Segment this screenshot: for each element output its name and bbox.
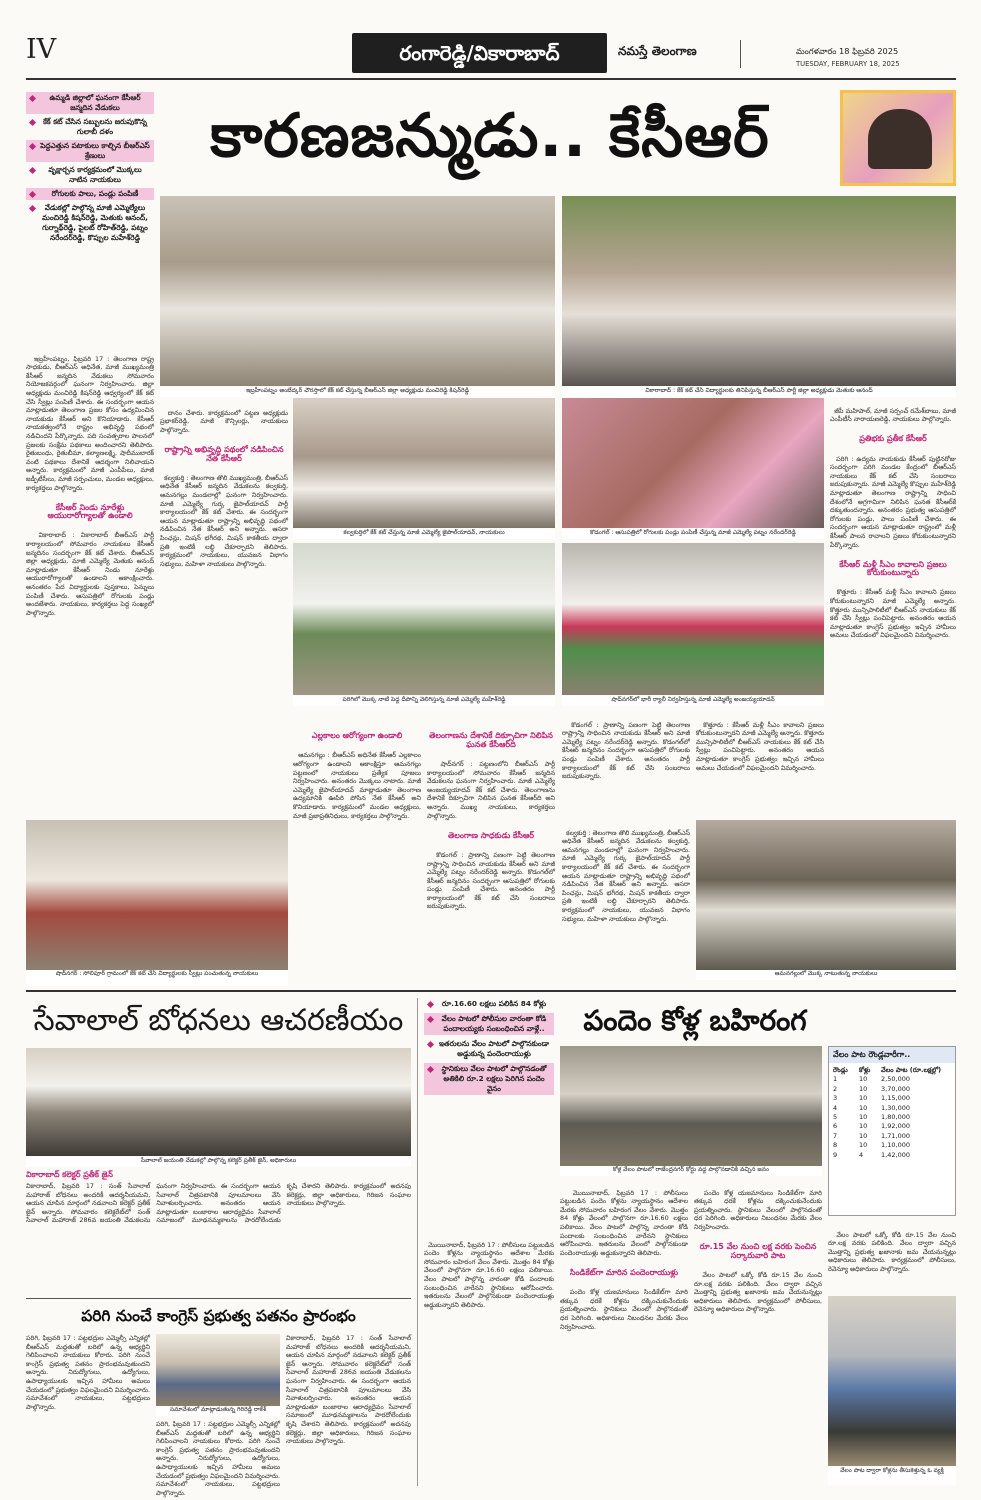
body-text: కల్వకుర్తి : తెలంగాణ తొలి ముఖ్యమంత్రి, బీఆర్ఎస్ అధినేత కేసీఆర్ జన్మదిన వేడుకలను కల్వకుర్తి, ఆమనగల్లు మండలాల్లో ఘనంగా నిర్వహించారు. మాజీ ఎమ్మెల్యే గుర్క జైపాల్‌యాదవ్ పార్టీ కార్యాలయంలో కేక్ కట్ చేశారు. ఈ సందర్భంగా ఆయన మాట్లాడుతూ రాష్ట్రాన్ని అభివృద్ధి పథంలో నడిపించిన నేత కేసీఆర్ అని అన్నారు. ఆసరా పింఛన్లు, మిషన్ భగీరథ, మిషన్ కాకతీయ ద్వారా ప్రతి ఇంటికీ లబ్ధి చేకూర్చారని తెలిపారు. కార్యక్రమంలో నాయకులు, యువజన విభాగం సభ్యులు, మహిళా నాయకులు పాల్గొన్నారు. [160,473,291,568]
photo-caption: సమావేశంలో మాట్లాడుతున్న గిరిరెడ్డి రాకేశ్ [156,1406,280,1416]
main-body-col9 [562,820,693,980]
table-cell: 10 [859,1103,868,1112]
masthead-divider [740,40,741,68]
photo-caption: వేలం పాట ద్వారా కోళ్లను తీసుకెళ్తున్న ఓ వ్యక్తి [828,1467,956,1485]
pandem-body-col3 [694,1180,825,1486]
table-cell: 8 [833,1141,838,1150]
table-row [829,1085,955,1094]
subheading: తెలంగాణ సాధకుడు కేసీఆర్ [448,830,534,840]
story-photo [293,543,555,695]
parigi-body-3: వికారాబాద్, ఫిబ్రవరి 17 : సంత్ సేవాలాల్ మహారాజ్ బోధనలు అందరికీ ఆదర్శనీయమని, ఆయన చూపిన మార్గంలో నడవాలని కలెక్టర్ ప్రతీక్ జైన్ అన్నారు. సోమవారం కలెక్టరేట్‌లో సంత్ సేవాలాల్ మహారాజ్ 286వ జయంతి వేడుకలను ఘనంగా నిర్వహించారు. ఈ సందర్భంగా ఆయన సేవాలాల్ చిత్రపటానికి పూలమాలలు వేసి నివాళులర్పించారు. అనంతరం ఆయన మాట్లాడుతూ బంజారాల ఆరాధ్యదైవం సేవాలాల్ సమాజంలో మూఢనమ్మకాలను పారదోలేందుకు కృషి చేశారని తెలిపారు. కార్యక్రమంలో అదనపు కలెక్టర్లు, జిల్లా అధికారులు, గిరిజన సంఘాల నాయకులు పాల్గొన్నారు. [286,1334,414,1446]
highlight-item: స్థానికులు వేలం పాటలో పాల్గొనడంతో అతికిలి రూ.2 లక్షలు పెరిగిన పందెం వైనం [424,1063,554,1095]
story-photo [160,196,555,386]
table-cell: 3 [833,1094,838,1103]
section-rule [26,1298,411,1299]
pandem-headline: పందెం కోళ్ల బహిరంగ [583,1004,807,1037]
auction-table-box [828,1046,956,1216]
highlight-item: వేలం పాటలో పోలీసుల వారంతా కోడి పందాలయ్యకు సంబంధించిన వాళ్లే.. [424,1013,554,1035]
main-body-col8 [696,712,827,817]
body-text: కల్వకుర్తి : తెలంగాణ తొలి ముఖ్యమంత్రి, బీఆర్ఎస్ అధినేత కేసీఆర్ జన్మదిన వేడుకలను కల్వకుర్తి, ఆమనగల్లు మండలాల్లో ఘనంగా నిర్వహించారు. మాజీ ఎమ్మెల్యే గుర్క జైపాల్‌యాదవ్ పార్టీ కార్యాలయంలో కేక్ కట్ చేశారు. ఈ సందర్భంగా ఆయన మాట్లాడుతూ రాష్ట్రాన్ని అభివృద్ధి పథంలో నడిపించిన నేత కేసీఆర్ అని అన్నారు. ఆసరా పింఛన్లు, మిషన్ భగీరథ, మిషన్ కాకతీయ ద్వారా ప్రతి ఇంటికీ లబ్ధి చేకూర్చారని తెలిపారు. కార్యక్రమంలో నాయకులు, యువజన విభాగం సభ్యులు, మహిళా నాయకులు పాల్గొన్నారు. [562,828,693,923]
highlight-item: రోగులకు పాలు, పండ్లు పంపిణీ [26,188,154,200]
subheading: రాష్ట్రాన్ని అభివృద్ధి పథంలో నడిపించిన నేత కేసీఆర్ [164,444,287,463]
photo-caption: పరిగిలో మొక్క నాటి పెద్ద దీపాన్ని వెలిగిస్తున్న మాజీ ఎమ్మెల్యే మహేశ్‌రెడ్డి [293,696,555,706]
body-text: పరిగి : ఉద్యమ నాయకుడు కేసీఆర్ పుట్టినరోజు సందర్భంగా పరిగి మండల కేంద్రంలో బీఆర్ఎస్ నాయకులు కేక్ కట్ చేసి సంబరాలు జరుపుకున్నారు. మాజీ ఎమ్మెల్యే కొప్పుల మహేశ్‌రెడ్డి మాట్లాడుతూ తెలంగాణ రాష్ట్రాన్ని సాధించి దేశంలోనే అగ్రగామిగా నిలిపిన ఘనత కేసీఆర్‌కే దక్కుతుందన్నారు. అనంతరం ప్రభుత్వ ఆసుపత్రిలో రోగులకు పండ్లు, పాలు పంపిణీ చేశారు. ఈ సందర్భంగా ఆయన మాట్లాడుతూ రాష్ట్రంలో మళ్లీ కేసీఆర్ పాలన రావాలని ప్రజలు కోరుకుంటున్నారని పేర్కొన్నారు. [830,454,959,549]
story-photo [562,543,824,695]
subheading: కేసీఆర్ మళ్లీ సీఎం కావాలని ప్రజలు కోరుకుంటున్నారు [839,559,950,578]
main-headline: కారణజన్ముడు.. కేసీఆర్ [210,101,770,171]
table-cell: 10 [859,1094,868,1103]
sevalal-subheading: వికారాబాద్ కలెక్టర్ ప్రతీక్ జైన్ [26,1170,113,1179]
story-photo [562,398,824,528]
sevalal-body: వికారాబాద్, ఫిబ్రవరి 17 : సంత్ సేవాలాల్ మహారాజ్ బోధనలు అందరికీ ఆదర్శనీయమని, ఆయన చూపిన మార్గంలో నడవాలని కలెక్టర్ ప్రతీక్ జైన్ అన్నారు. సోమవారం కలెక్టరేట్‌లో సంత్ సేవాలాల్ మహారాజ్ 286వ జయంతి వేడుకలను ఘనంగా నిర్వహించారు. ఈ సందర్భంగా ఆయన సేవాలాల్ చిత్రపటానికి పూలమాలలు వేసి నివాళులర్పించారు. అనంతరం ఆయన మాట్లాడుతూ బంజారాల ఆరాధ్యదైవం సేవాలాల్ సమాజంలో మూఢనమ్మకాలను పారదోలేందుకు కృషి చేశారని తెలిపారు. కార్యక్రమంలో అదనపు కలెక్టర్లు, జిల్లా అధికారులు, గిరిజన సంఘాల నాయకులు పాల్గొన్నారు. [26,1182,414,1225]
pandem-highlights [424,998,554,1228]
body-text: దానం చేశారు. కార్యక్రమంలో పట్టణ అధ్యక్షుడు ప్రభాకర్‌రెడ్డి, మాజీ కౌన్సిలర్లు, నాయకులు పాల్గొన్నారు. [160,408,291,434]
story-photo [26,820,288,970]
table-cell: 1,10,000 [881,1141,910,1150]
body-text: మొయినాబాద్, ఫిబ్రవరి 17 : పోలీసులు పట్టుబడిన పందెం కోళ్లను న్యాయస్థానం ఆదేశాల మేరకు సోమవారం బహిరంగ వేలం వేశారు. మొత్తం 84 కోళ్లు వేలంలో పాల్గొనగా రూ.16.60 లక్షలు పలికాయి. వేలం పాటలో పాల్గొన్న వారంతా కోడి పందాలకు సంబంధించిన వారేనని స్థానికులు ఆరోపించారు. ఇతరులను వేలంలో పాల్గొనకుండా పందెంరాయుళ్లు అడ్డుకున్నారని తెలిపారు. [560,1188,691,1257]
highlights-box [26,92,154,342]
subheading: కేసీఆర్ నిండు నూరేళ్లు ఆయురారోగ్యాలతో ఉండాలి [47,502,133,521]
story-photo [562,196,956,386]
table-cell: 10 [859,1113,868,1122]
table-cell: 1,80,000 [881,1113,910,1122]
table-row [829,1141,955,1150]
subheading: రూ.15 వేల నుంచి లక్ష వరకు పెంచిన సర్కారువారి పాట [699,1242,820,1260]
table-row [829,1122,955,1131]
photo-caption: కోళ్ల వేలం పాటలో రాజేంద్రనగర్ కోర్టు వద్ద పాల్గొనడానికి వచ్చిన జనం [560,1166,822,1176]
body-text: జీపీ మహిపాల్, మాజీ సర్పంచ్ రమేశ్‌బాబు, మాజీ ఎంపీటీసీ నారాయణరెడ్డి, నాయకులు పాల్గొన్నారు. [830,406,959,424]
photo-caption: వికారాబాద్ : కేక్ కట్ చేసి విద్యార్థులకు తినిపిస్తున్న బీఆర్ఎస్ పార్టీ జిల్లా అధ్యక్షుడు మెతుకు ఆనంద్ [562,387,956,397]
photo-caption: ఆమనగల్లులో మొక్క నాటుతున్న నాయకులు [696,970,956,980]
table-cell: 7 [833,1131,838,1140]
pandem-side-photo [828,1296,956,1466]
highlight-item: ఇతరులను వేలం పాటలో పాల్గొనకుండా అడ్డుకున్న పందెంరాయుళ్లు [424,1038,554,1060]
table-cell: 10 [859,1131,868,1140]
photo-caption: షాద్‌నగర్ : సోలిపూర్ గ్రామంలో కేక్ కట్ చేసి విద్యార్థులకు స్వీట్లు పంచుతున్న నాయకులు [26,970,288,986]
table-cell: 1,42,000 [881,1150,910,1159]
sevalal-headline: సేవాలాల్ బోధనలు ఆచరణీయం [33,1003,404,1038]
subheading: ఎల్లకాలం ఆరోగ్యంగా ఉండాలి [311,731,403,741]
table-cell: 10 [859,1141,868,1150]
table-row [829,1113,955,1122]
main-body-col7 [562,712,693,817]
table-cell: 10 [859,1075,868,1084]
highlight-item: ఉమ్మడి జిల్లాలో ఘనంగా కేసీఆర్ జన్మదిన వేడుకలు [26,92,154,114]
main-body-col2 [160,400,291,690]
paper-name: నమస్తే తెలంగాణ [618,44,697,58]
photo-caption: సేవాలాల్ జయంతి వేడుకల్లో పాల్గొన్న కలెక్టర్ ప్రతీక్ జైన్, అధికారులు [26,1157,411,1167]
table-row [829,1094,955,1103]
story-photo [293,398,555,528]
body-text: వేలం పాటలో ఒక్కో కోడి రూ.15 వేల నుంచి రూ.లక్ష వరకు పలికింది. వేలం ద్వారా వచ్చిన మొత్తాన్ని ప్రభుత్వ ఖజానాకు జమ చేయనున్నట్లు అధికారులు తెలిపారు. కార్యక్రమంలో పోలీసులు, రెవెన్యూ అధికారులు పాల్గొన్నారు. [828,1230,959,1273]
photo-caption: ఇబ్రహీంపట్నం అంబేద్కర్ చౌరస్తాలో కేక్ కట్ చేస్తున్న బీఆర్ఎస్ జిల్లా అధ్యక్షుడు మంచిరెడ్డి కిషన్‌రెడ్డి [160,387,555,397]
table-cell: 10 [859,1084,868,1093]
pandem-photo [560,1046,822,1166]
subheading: ప్రతిభకు ప్రతీక కేసీఆర్ [859,434,927,444]
auction-table-body [829,1075,955,1160]
table-cell: 10 [859,1122,868,1131]
pandem-body-col1 [424,1232,557,1486]
date-english: TUESDAY, FEBRUARY 18, 2025 [796,60,900,68]
sevalal-photo [26,1048,411,1156]
kcr-portrait-photo [840,90,956,186]
subheading: తెలంగాణను దేశానికే దిక్సూచిగా నిలిపిన ఘనత కేసీఆర్‌ది [429,731,556,749]
photo-caption: కల్వకుర్తిలో కేక్ కట్ చేస్తున్న మాజీ ఎమ్మెల్యే జైపాల్‌యాదవ్, నాయకులు [293,529,555,539]
date-telugu: మంగళవారం 18 ఫిబ్రవరి 2025 [796,46,899,56]
body-text: పందెం కోళ్ల యజమానులు సిండికేట్‌గా మారి తక్కువ ధరకే కోళ్లను దక్కించుకునేందుకు ప్రయత్నించారు. స్థానికులు వేలంలో పాల్గొనడంతో ధర పెరిగింది. అధికారులు నిబంధనల మేరకు వేలం నిర్వహించారు. [560,1288,691,1331]
body-text: కొత్తూరు : కేసీఆర్ మళ్లీ సీఎం కావాలని ప్రజలు కోరుకుంటున్నారని మాజీ ఎమ్మెల్యే అన్నారు. కొత్తూరు మున్సిపాలిటీలో బీఆర్ఎస్ నాయకులు కేక్ కట్ చేసి స్వీట్లు పంచిపెట్టారు. అనంతరం ఆయన మాట్లాడుతూ కాంగ్రెస్ ప్రభుత్వం ఇచ్చిన హామీలు అమలు చేయడంలో విఫలమైందని విమర్శించారు. [830,588,959,640]
table-row [829,1151,955,1160]
body-text: వేలం పాటలో ఒక్కో కోడి రూ.15 వేల నుంచి రూ.లక్ష వరకు పలికింది. వేలం ద్వారా వచ్చిన మొత్తాన్ని ప్రభుత్వ ఖజానాకు జమ చేయనున్నట్లు అధికారులు తెలిపారు. కార్యక్రమంలో పోలీసులు, రెవెన్యూ అధికారులు పాల్గొన్నారు. [694,1270,825,1314]
masthead-rule [26,78,956,80]
table-header: వేలం పాట (రూ.లక్షల్లో) [881,1066,942,1074]
subheading: సిండికేట్‌గా మారిన పందెంరాయుళ్లు [569,1267,679,1277]
main-body-col1 [26,346,157,812]
table-cell: 6 [833,1122,838,1131]
table-cell: 2 [833,1084,838,1093]
table-row [829,1132,955,1141]
main-body-col4 [830,398,959,812]
table-row [829,1104,955,1113]
column-divider [417,998,418,1486]
parigi-body-2: పరిగి, ఫిబ్రవరి 17 : పట్టభద్రుల ఎమ్మెల్సీ ఎన్నికల్లో బీఆర్ఎస్ మద్దతుతో బరిలో ఉన్న అభ్యర్థిని గెలిపించాలని నాయకులు కోరారు. పరిగి నుంచే కాంగ్రెస్ ప్రభుత్వ పతనం ప్రారంభమవుతుందని అన్నారు. నిరుద్యోగులు, ఉద్యోగులు, ఉపాధ్యాయులకు ఇచ్చిన హామీలు అమలు చేయడంలో ప్రభుత్వం విఫలమైందని విమర్శించారు. సమావేశంలో నాయకులు, పట్టభద్రులు పాల్గొన్నారు. [156,1420,283,1497]
pandem-body-col2 [560,1180,691,1486]
auction-table-title: వేలం పాట రౌండ్లవారీగా.. [829,1047,955,1063]
body-text: కొడంగల్ : ప్రాణాన్ని పణంగా పెట్టి తెలంగాణ రాష్ట్రాన్ని సాధించిన నాయకుడు కేసీఆర్ అని మాజీ ఎమ్మెల్యే పట్నం నరేందర్‌రెడ్డి అన్నారు. కొడంగల్‌లో కేసీఆర్ జన్మదినం సందర్భంగా ఆసుపత్రిలో రోగులకు పండ్లు పంపిణీ చేశారు. అనంతరం పార్టీ కార్యాలయంలో కేక్ కట్ చేసి సంబరాలు జరుపుకున్నారు. [562,720,693,781]
table-header: రౌండ్లు [833,1066,848,1074]
table-header: కోళ్లు [859,1066,871,1074]
main-body-col6 [427,712,558,980]
main-body-col5 [293,712,424,980]
highlight-item: రూ.16.60 లక్షలు పలికిన 84 కోళ్లు [424,998,554,1010]
body-text: ఆమనగల్లు : బీఆర్ఎస్ అధినేత కేసీఆర్ ఎల్లకాలం ఆరోగ్యంగా ఉండాలని ఆకాంక్షిస్తూ ఆమనగల్లు పట్టణంలో నాయకులు ప్రత్యేక పూజలు నిర్వహించారు. అనంతరం మొక్కలు నాటారు. మాజీ ఎమ్మెల్యే జైపాల్‌యాదవ్ మాట్లాడుతూ తెలంగాణ ఉద్యమానికి ఊపిరి పోసిన నేత కేసీఆర్ అని కొనియాడారు. కార్యక్రమంలో మండల అధ్యక్షులు, మాజీ ప్రజాప్రతినిధులు, కార్యకర్తలు పాల్గొన్నారు. [293,751,424,820]
table-cell: 1,92,000 [881,1122,910,1131]
table-cell: 1,71,000 [881,1131,910,1140]
pandem-body-col4 [828,1222,959,1292]
body-text: కొత్తూరు : కేసీఆర్ మళ్లీ సీఎం కావాలని ప్రజలు కోరుకుంటున్నారని మాజీ ఎమ్మెల్యే అన్నారు. కొత్తూరు మున్సిపాలిటీలో బీఆర్ఎస్ నాయకులు కేక్ కట్ చేసి స్వీట్లు పంచిపెట్టారు. అనంతరం ఆయన మాట్లాడుతూ కాంగ్రెస్ ప్రభుత్వం ఇచ్చిన హామీలు అమలు చేయడంలో విఫలమైందని విమర్శించారు. [696,720,827,772]
table-cell: 5 [833,1113,838,1122]
parigi-body: పరిగి, ఫిబ్రవరి 17 : పట్టభద్రుల ఎమ్మెల్సీ ఎన్నికల్లో బీఆర్ఎస్ మద్దతుతో బరిలో ఉన్న అభ్యర్థిని గెలిపించాలని నాయకులు కోరారు. పరిగి నుంచే కాంగ్రెస్ ప్రభుత్వ పతనం ప్రారంభమవుతుందని అన్నారు. నిరుద్యోగులు, ఉద్యోగులు, ఉపాధ్యాయులకు ఇచ్చిన హామీలు అమలు చేయడంలో ప్రభుత్వం విఫలమైందని విమర్శించారు. సమావేశంలో నాయకులు, పట్టభద్రులు పాల్గొన్నారు. [26,1334,153,1411]
table-cell: 4 [859,1150,864,1159]
table-cell: 3,70,000 [881,1084,910,1093]
table-cell: 1 [833,1075,838,1084]
page-number: IV [26,34,57,65]
table-cell: 9 [833,1150,838,1159]
highlight-item: వేడుకల్లో పాల్గొన్న మాజీ ఎమ్మెల్యేలు మంచిరెడ్డి కిషన్‌రెడ్డి, మెతుకు ఆనంద్, గుర్నాథ్‌రెడ్డి, పైలట్ రోహిత్‌రెడ్డి, పట్నం నరేందర్‌రెడ్డి, కొప్పుల మహేశ్‌రెడ్డి [26,202,154,244]
body-text: వికారాబాద్ : వికారాబాద్ బీఆర్ఎస్ పార్టీ కార్యాలయంలో సోమవారం నాయకులు కేసీఆర్ జన్మదినం సందర్భంగా కేక్ కట్ చేశారు. బీఆర్ఎస్ జిల్లా అధ్యక్షుడు, మాజీ ఎమ్మెల్యే మెతుకు ఆనంద్ మాట్లాడుతూ కేసీఆర్ నిండు నూరేళ్లు ఆయురారోగ్యాలతో ఉండాలని ఆకాంక్షించారు. అనంతరం పేద విద్యార్థులకు పుస్తకాలు, పెన్నులు పంపిణీ చేశారు. ఆసుపత్రిలో రోగులకు పండ్లు అందజేశారు. నాయకులు, కార్యకర్తలు పెద్ద సంఖ్యలో పాల్గొన్నారు. [26,531,157,617]
table-cell: 1,15,000 [881,1094,910,1103]
highlight-item: కేక్ కట్ చేసిన సబ్బులను జరుపుకొన్న గులాబీ దళం [26,116,154,138]
highlight-item: వృక్షార్చన కార్యక్రమంలో మొక్కలు నాటిన నాయకులు [26,164,154,186]
body-text: పందెం కోళ్ల యజమానులు సిండికేట్‌గా మారి తక్కువ ధరకే కోళ్లను దక్కించుకునేందుకు ప్రయత్నించారు. స్థానికులు వేలంలో పాల్గొనడంతో ధర పెరిగింది. అధికారులు నిబంధనల మేరకు వేలం నిర్వహించారు. [694,1188,825,1231]
auction-table [829,1066,955,1160]
table-cell: 4 [833,1103,838,1112]
body-text: షాద్‌నగర్ : పట్టణంలోని బీఆర్ఎస్ పార్టీ కార్యాలయంలో సోమవారం కేసీఆర్ జన్మదిన వేడుకలను ఘనంగా నిర్వహించారు. మాజీ ఎమ్మెల్యే అంజయ్యయాదవ్ కేక్ కట్ చేశారు. తెలంగాణను దేశానికే దిక్సూచిగా నిలిపిన ఘనత కేసీఆర్‌ది అని అన్నారు. ముఖ్య నాయకులు, కార్యకర్తలు పాల్గొన్నారు. [427,759,558,820]
body-text: ఇబ్రహీంపట్నం, ఫిబ్రవరి 17 : తెలంగాణ రాష్ట్ర సాధకుడు, బీఆర్ఎస్ అధినేత, మాజీ ముఖ్యమంత్రి కేసీఆర్ జన్మదిన వేడుకలు సోమవారం నియోజకవర్గంలో ఘనంగా నిర్వహించారు. జిల్లా అధ్యక్షుడు మంచిరెడ్డి కిషన్‌రెడ్డి ఆధ్వర్యంలో కేక్ కట్ చేసి స్వీట్లు పంపిణీ చేశారు. ఈ సందర్భంగా ఆయన మాట్లాడుతూ తెలంగాణ ప్రజల కోసం ఉద్యమించిన నాయకుడు కేసీఆర్ అని కొనియాడారు. కేసీఆర్ నాయకత్వంలోనే రాష్ట్రం అభివృద్ధి పథంలో నడిచిందని పేర్కొన్నారు. పది సంవత్సరాల పాలనలో ప్రజలకు సంక్షేమ పథకాలు అందించారని తెలిపారు. రైతుబంధు, రైతుబీమా, కల్యాణలక్ష్మి, షాదీముబారక్ వంటి పథకాలు దేశానికే ఆదర్శంగా నిలిచాయని అన్నారు. కార్యక్రమంలో మాజీ ఎంపీపీలు, మాజీ జడ్పీటీసీలు, మాజీ సర్పంచులు, మండల అధ్యక్షులు, కార్యకర్తలు పాల్గొన్నారు. [26,354,157,492]
section-rule [26,990,956,992]
body-text: మొయినాబాద్, ఫిబ్రవరి 17 : పోలీసులు పట్టుబడిన పందెం కోళ్లను న్యాయస్థానం ఆదేశాల మేరకు సోమవారం బహిరంగ వేలం వేశారు. మొత్తం 84 కోళ్లు వేలంలో పాల్గొనగా రూ.16.60 లక్షలు పలికాయి. వేలం పాటలో పాల్గొన్న వారంతా కోడి పందాలకు సంబంధించిన వారేనని స్థానికులు ఆరోపించారు. ఇతరులను వేలంలో పాల్గొనకుండా పందెంరాయుళ్లు అడ్డుకున్నారని తెలిపారు. [424,1240,557,1309]
table-cell: 2,50,000 [881,1075,910,1084]
parigi-headline: పరిగి నుంచే కాంగ్రెస్ ప్రభుత్వ పతనం ప్రారంభం [81,1307,356,1325]
parigi-photo [156,1334,280,1406]
story-photo [696,820,956,970]
edition-banner: రంగారెడ్డి/వికారాబాద్ [352,33,607,73]
table-row [829,1075,955,1084]
body-text: కొడంగల్ : ప్రాణాన్ని పణంగా పెట్టి తెలంగాణ రాష్ట్రాన్ని సాధించిన నాయకుడు కేసీఆర్ అని మాజీ ఎమ్మెల్యే పట్నం నరేందర్‌రెడ్డి అన్నారు. కొడంగల్‌లో కేసీఆర్ జన్మదినం సందర్భంగా ఆసుపత్రిలో రోగులకు పండ్లు పంపిణీ చేశారు. అనంతరం పార్టీ కార్యాలయంలో కేక్ కట్ చేసి సంబరాలు జరుపుకున్నారు. [427,850,558,911]
photo-caption: షాద్‌నగర్‌లో భారీ ర్యాలీ నిర్వహిస్తున్న మాజీ ఎమ్మెల్యే అంజయ్యయాదవ్ [562,696,824,706]
highlight-item: పెద్దఎత్తున పటాకులు కాల్చిన బీఆర్ఎస్ శ్రేణులు [26,140,154,162]
photo-caption: కొడంగల్ : ఆసుపత్రిలో రోగులకు పండ్లు పంపిణీ చేస్తున్న మాజీ ఎమ్మెల్యే పట్నం నరేందర్‌రెడ్డి [562,529,824,539]
table-cell: 1,30,000 [881,1103,910,1112]
